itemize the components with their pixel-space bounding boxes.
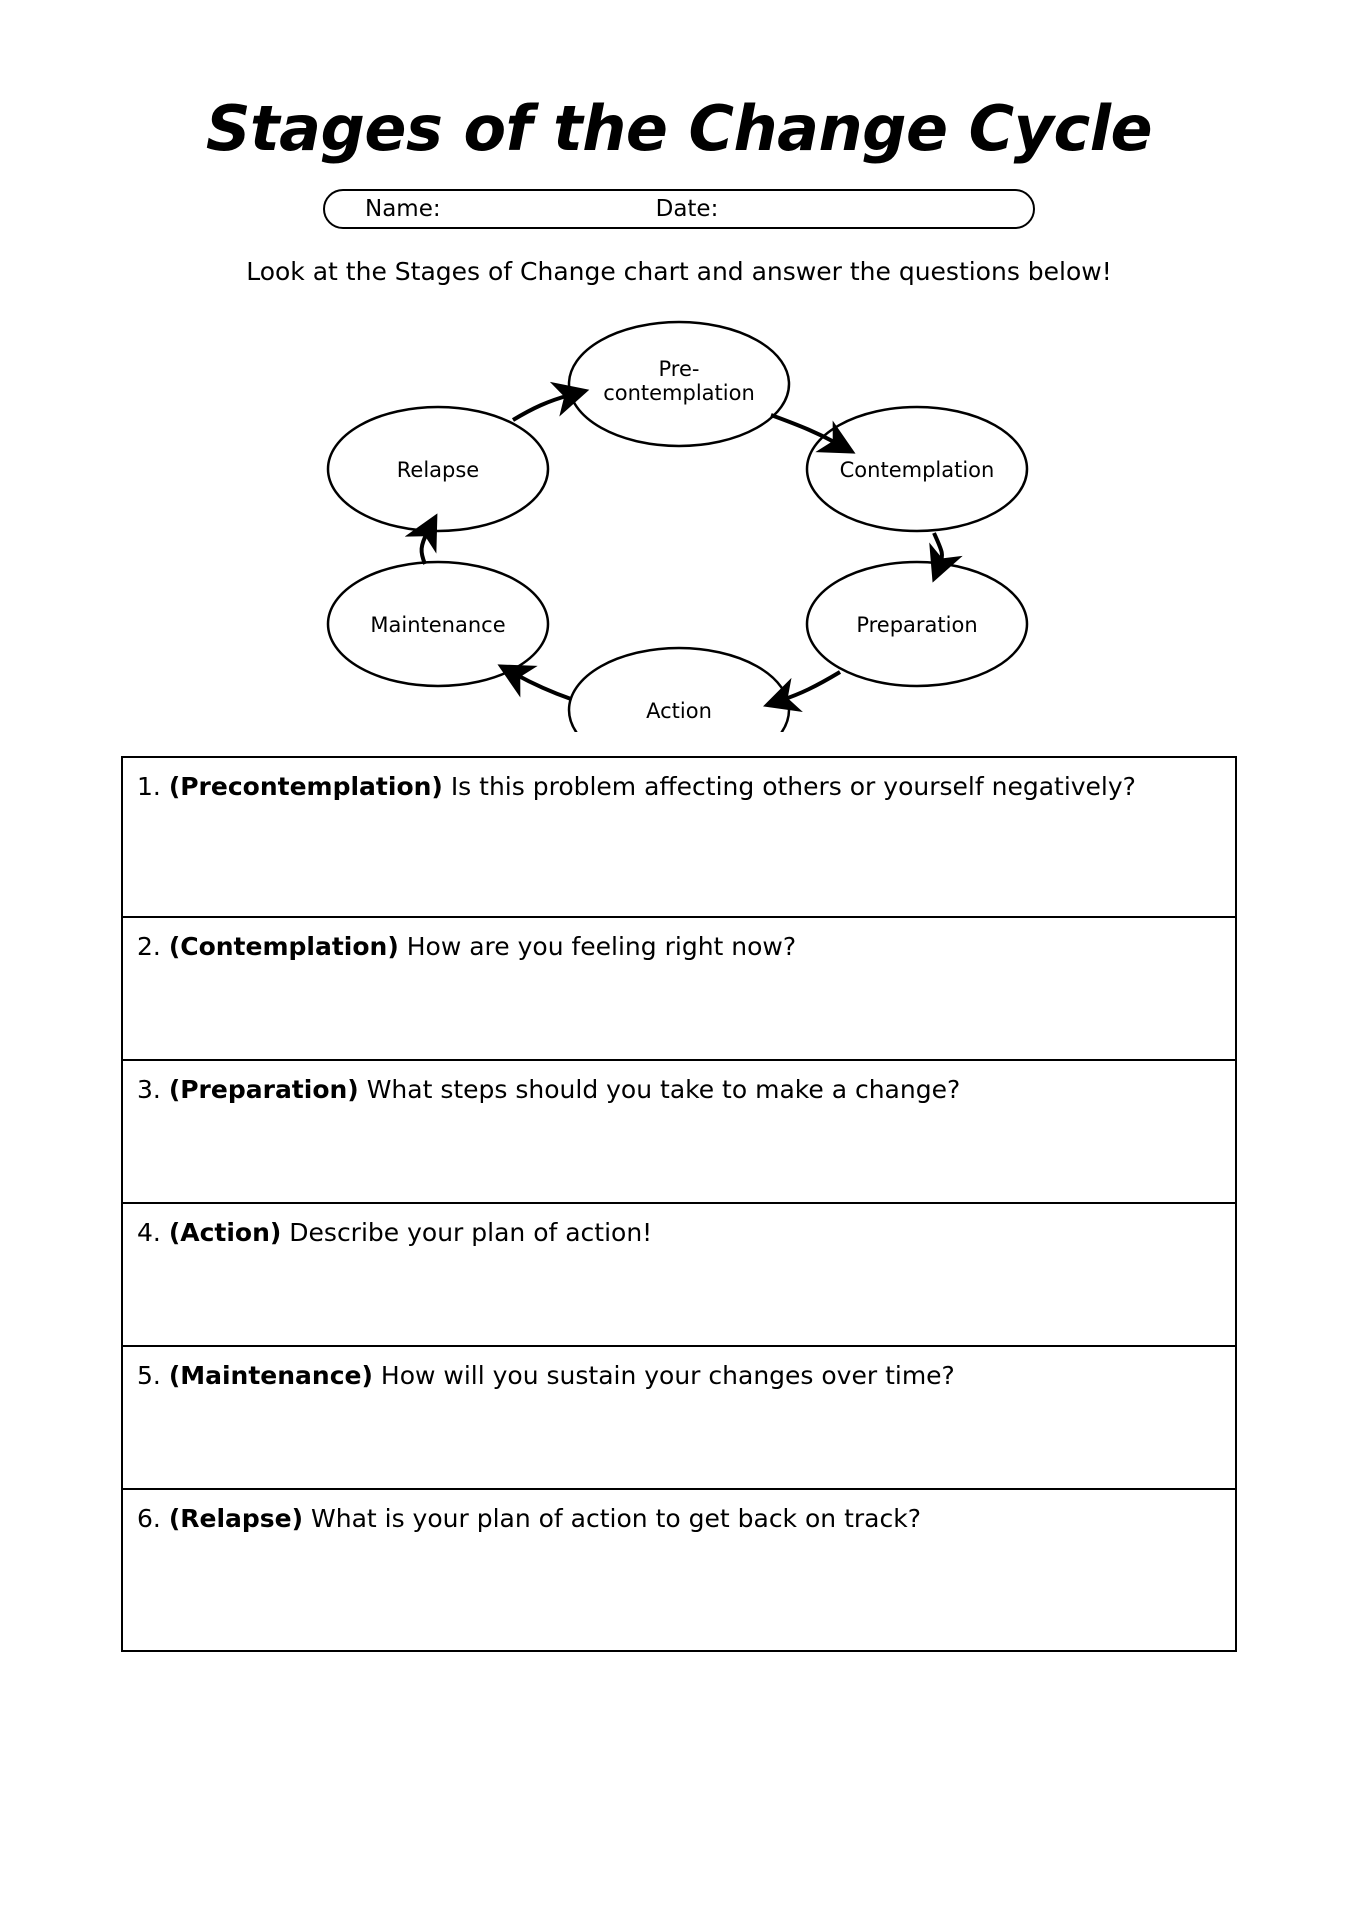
arrow-preparation-to-action <box>782 672 840 700</box>
arrow-relapse-to-precontemplation <box>513 395 570 420</box>
stage-label-action: Action <box>646 699 712 724</box>
question-row-4[interactable] <box>123 1204 1235 1347</box>
stage-label-precontemplation-line1: Pre- <box>658 357 700 382</box>
question-stage-2: (Contemplation) <box>168 932 399 962</box>
question-stage-4: (Action) <box>168 1218 282 1248</box>
question-text-3: What steps should you take to make a change? <box>366 1075 961 1105</box>
name-label: Name: <box>365 196 441 223</box>
stage-label-preparation: Preparation <box>856 613 978 638</box>
question-number-5: 5. <box>137 1361 161 1391</box>
question-text-6: What is your plan of action to get back on track? <box>311 1504 921 1534</box>
arrow-contemplation-to-preparation <box>934 533 942 564</box>
instruction-text: Look at the Stages of Change chart and answer the questions below! <box>246 257 1112 287</box>
question-row-3[interactable] <box>123 1061 1235 1204</box>
date-label: Date: <box>655 196 719 223</box>
question-stage-3: (Preparation) <box>168 1075 359 1105</box>
question-number-3: 3. <box>137 1075 161 1105</box>
question-number-1: 1. <box>137 772 161 802</box>
change-cycle-diagram <box>0 302 1358 732</box>
stage-label-precontemplation-line2: contemplation <box>603 381 755 406</box>
page-title: Stages of the Change Cycle <box>205 92 1153 165</box>
question-row-6[interactable] <box>123 1490 1235 1650</box>
arrow-maintenance-to-relapse <box>422 531 428 564</box>
question-text-2: How are you feeling right now? <box>406 932 797 962</box>
question-stage-5: (Maintenance) <box>168 1361 373 1391</box>
question-text-4: Describe your plan of action! <box>289 1218 653 1248</box>
question-text-5: How will you sustain your changes over time? <box>380 1361 955 1391</box>
arrow-precontemplation-to-contemplation <box>771 415 838 444</box>
question-stage-6: (Relapse) <box>168 1504 304 1534</box>
question-number-6: 6. <box>137 1504 161 1534</box>
questions-table <box>121 756 1237 1652</box>
question-stage-1: (Precontemplation) <box>168 772 443 802</box>
question-row-5[interactable] <box>123 1347 1235 1490</box>
question-text-1: Is this problem affecting others or yourself negatively? <box>450 772 1136 802</box>
question-number-2: 2. <box>137 932 161 962</box>
arrow-action-to-maintenance <box>515 674 571 699</box>
question-number-4: 4. <box>137 1218 161 1248</box>
question-row-1[interactable] <box>123 758 1235 918</box>
name-date-bar <box>323 189 1035 229</box>
stage-label-relapse: Relapse <box>396 458 480 483</box>
stage-label-contemplation: Contemplation <box>839 458 995 483</box>
question-row-2[interactable] <box>123 918 1235 1061</box>
stage-label-maintenance: Maintenance <box>370 613 506 638</box>
